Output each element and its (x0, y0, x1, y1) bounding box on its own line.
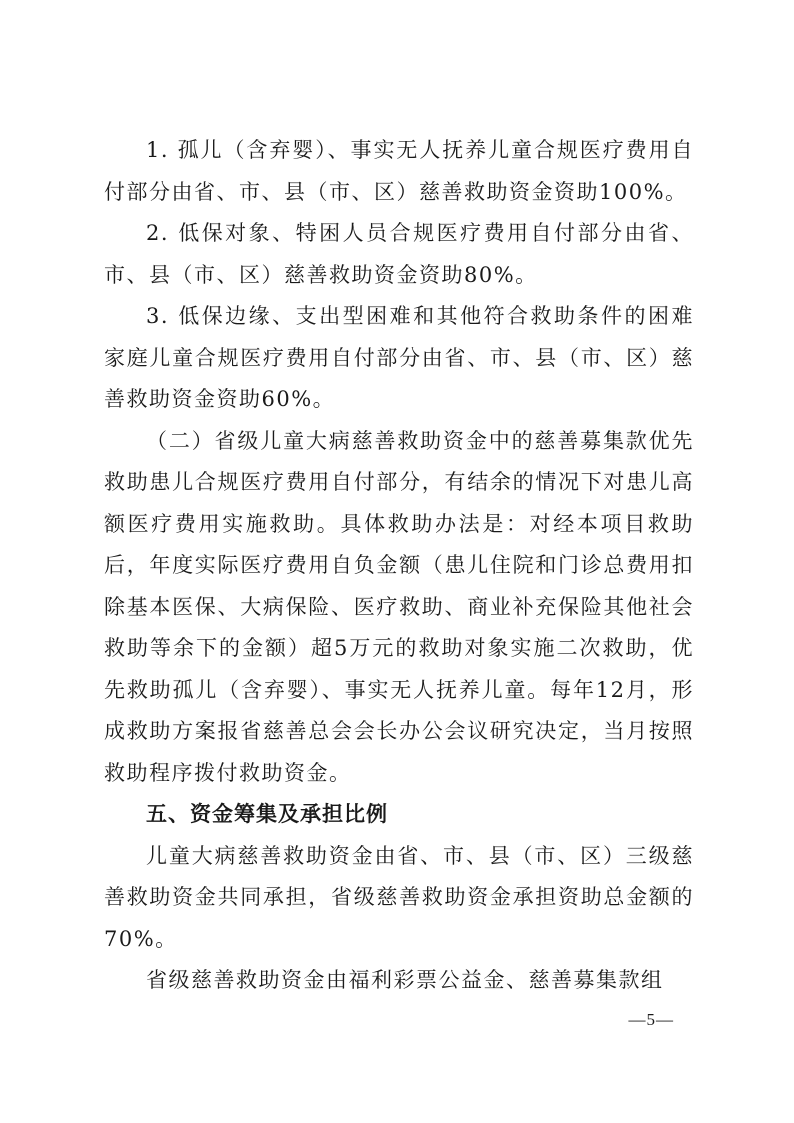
page-number: —5— (628, 1010, 674, 1029)
paragraph-item-3: 3. 低保边缘、支出型困难和其他符合救助条件的困难家庭儿童合规医疗费用自付部分由省、市、县（市、区）慈善救助资金资助60%。 (104, 304, 694, 411)
section-heading: 五、资金筹集及承担比例 (146, 802, 388, 826)
paragraph-item-2: 2. 低保对象、特困人员合规医疗费用自付部分由省、市、县（市、区）慈善救助资金资助80%。 (104, 221, 694, 287)
document-body (104, 130, 694, 1002)
paragraph-item-1: 1. 孤儿（含弃婴）、事实无人抚养儿童合规医疗费用自付部分由省、市、县（市、区）慈善救助资金资助100%。 (104, 138, 694, 204)
paragraph-subsection-2: （二）省级儿童大病慈善救助资金中的慈善募集款优先救助患儿合规医疗费用自付部分，有结余的情况下对患儿高额医疗费用实施救助。具体救助办法是：对经本项目救助后，年度实际医疗费用自负金额（患儿住院和门诊总费用扣除基本医保、大病保险、医疗救助、商业补充保险其他社会救助等余下的金额）超5万元的救助对象实施二次救助，优先救助孤儿（含弃婴）、事实无人抚养儿童。每年12月，形成救助方案报省慈善总会会长办公会议研究决定，当月按照救助程序拨付救助资金。 (104, 428, 694, 785)
paragraph-funding-ratio: 儿童大病慈善救助资金由省、市、县（市、区）三级慈善救助资金共同承担，省级慈善救助资金承担资助总金额的70%。 (104, 843, 694, 951)
paragraph-funding-source: 省级慈善救助资金由福利彩票公益金、慈善募集款组 (146, 968, 664, 992)
